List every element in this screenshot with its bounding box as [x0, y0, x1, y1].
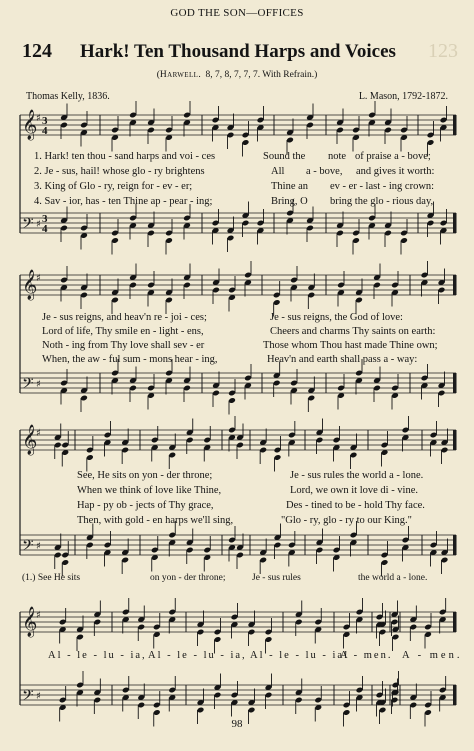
refrain-verse-2-b: Lord, we own it love di - vine. [290, 485, 419, 496]
bass-clef: 𝄢 [22, 215, 34, 236]
bass-lyric-b: on yon - der throne; [150, 573, 226, 583]
treble-clef: 𝄞 [22, 110, 38, 140]
key-signature-sharp: ♯ [36, 273, 41, 284]
verse-1-line-b: Sound the [263, 151, 306, 162]
treble-clef: 𝄞 [22, 607, 38, 637]
alleluia-3: Al - le - lu - ia! [250, 650, 350, 661]
verse-4-line-b: Bring, O [271, 196, 308, 207]
author-credit: Thomas Kelly, 1836. [26, 91, 110, 102]
bass-clef: 𝄢 [22, 537, 34, 558]
verse-1-line-d: of praise a - bove; [355, 151, 431, 162]
verse-2-line-b: All [271, 166, 285, 177]
final-barline [453, 275, 456, 295]
refrain-verse-3-b: Des - tined to be - hold Thy face. [286, 500, 425, 511]
bass-clef: 𝄢 [22, 375, 34, 396]
time-signature-top: 3 [42, 213, 48, 225]
refrain-verse-1-a: See, He sits on yon - der throne; [77, 470, 213, 481]
key-signature-sharp: ♯ [36, 379, 41, 390]
verse-1-line-e: Je - sus reigns, and heav'n re - joi - ces; [42, 312, 207, 323]
bass-lyric-d: the world a - lone. [358, 573, 428, 583]
final-barline [453, 373, 456, 393]
tune-meter: 8, 7, 8, 7, 7, 7. With Refrain. [205, 70, 315, 80]
composer-credit: L. Mason, 1792-1872. [358, 91, 448, 102]
hymn-number: 124 [22, 40, 52, 62]
verse-2-line-e: Lord of life, Thy smile en - light - ens, [42, 326, 204, 337]
amen-2: A - men. [402, 650, 463, 661]
bass-lyric-a: (1.) See He sits [22, 573, 81, 583]
verse-4-line-c: bring the glo - rious day, [330, 196, 434, 207]
final-barline [453, 612, 456, 632]
key-signature-sharp: ♯ [36, 219, 41, 230]
page-number: 98 [231, 718, 243, 730]
verse-1-line-f: Je - sus reigns, the God of love: [270, 312, 403, 323]
verse-1-line-c: note [328, 151, 347, 162]
verse-4-line-a: 4. Sav - ior, has - ten Thine ap - pear - ing; [34, 196, 213, 207]
final-barline [453, 115, 456, 135]
verse-3-line-a: 3. King of Glo - ry, reign for - ev - er; [34, 181, 193, 192]
alleluia-2: Al - le - lu - ia, [148, 650, 247, 661]
time-signature-bottom: 4 [42, 223, 48, 235]
final-barline [453, 685, 456, 705]
verse-2-line-a: 2. Je - sus, hail! whose glo - ry brightens [34, 166, 205, 177]
bass-clef: 𝄢 [22, 687, 34, 708]
bass-lyric-c: Je - sus rules [252, 573, 301, 583]
amen-1: A - men. [340, 650, 393, 661]
verse-3-line-e: Noth - ing from Thy love shall sev - er [42, 340, 205, 351]
verse-1-line-a: 1. Hark! ten thou - sand harps and voi - ces [34, 151, 216, 162]
time-signature-top: 3 [42, 115, 48, 127]
refrain-verse-3-a: Hap - py ob - jects of Thy grace, [77, 500, 214, 511]
verse-4-line-f: Heav'n and earth shall pass a - way: [267, 354, 418, 365]
verse-3-line-f: Those whom Thou hast made Thine own; [263, 340, 438, 351]
refrain-verse-1-b: Je - sus rules the world a - lone. [290, 470, 424, 481]
time-signature-bottom: 4 [42, 125, 48, 137]
hymn-title: Hark! Ten Thousand Harps and Voices [80, 41, 396, 62]
bleed-through-number: 123 [428, 40, 458, 62]
key-signature-sharp: ♯ [36, 113, 41, 124]
treble-clef: 𝄞 [22, 425, 38, 455]
section-header: GOD THE SON—OFFICES [170, 7, 304, 19]
refrain-verse-2-a: When we think of love like Thine, [77, 485, 222, 496]
tune-name: Harwell [159, 70, 199, 80]
key-signature-sharp: ♯ [36, 691, 41, 702]
alleluia-1: Al - le - lu - ia, [48, 650, 147, 661]
treble-clef: 𝄞 [22, 270, 38, 300]
key-signature-sharp: ♯ [36, 610, 41, 621]
verse-2-line-f: Cheers and charms Thy saints on earth: [270, 326, 436, 337]
final-barline [453, 535, 456, 555]
verse-3-line-b: Thine an [271, 181, 309, 192]
verse-2-line-d: and gives it worth: [356, 166, 435, 177]
verse-3-line-c: ev - er - last - ing crown: [330, 181, 435, 192]
final-barline [453, 430, 456, 450]
key-signature-sharp: ♯ [36, 428, 41, 439]
key-signature-sharp: ♯ [36, 541, 41, 552]
verse-4-line-e: When, the aw - ful sum - mons hear - ing, [42, 354, 218, 365]
final-barline [453, 213, 456, 233]
refrain-verse-4-a: Then, with gold - en harps we'll sing, [77, 515, 234, 526]
refrain-verse-4-b: "Glo - ry, glo - ry to our King." [281, 515, 412, 526]
verse-2-line-c: a - bove, [306, 166, 343, 177]
tune-line: (Harwell. 8, 7, 8, 7, 7, 7. With Refrain.) [156, 70, 318, 80]
